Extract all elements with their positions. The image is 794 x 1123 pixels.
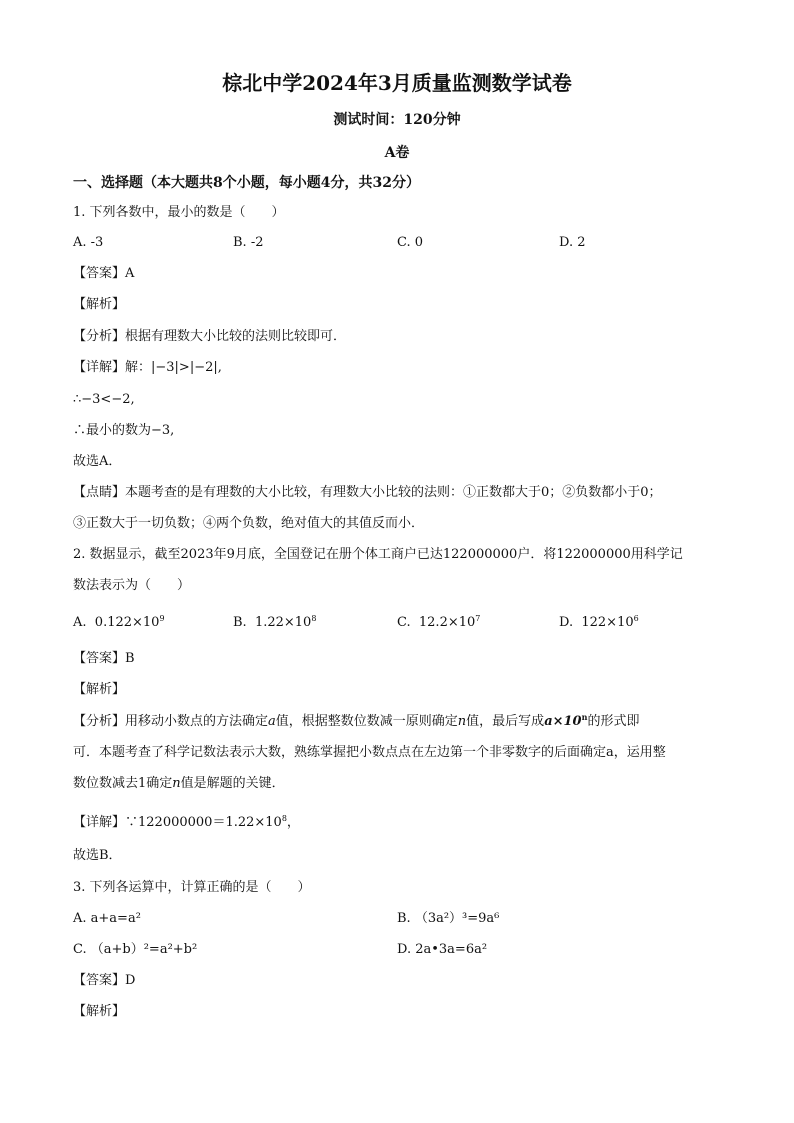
q2-fenxi-part-a: 【分析】用移动小数点的方法确定 xyxy=(73,714,269,729)
q2-option-c-label: C. xyxy=(397,615,411,630)
q1-step1: ∴−3<−2, xyxy=(73,392,135,407)
var-n: n xyxy=(457,714,467,729)
q2-detail-part-b: ， xyxy=(286,815,300,830)
q2-option-b-exp: 8 xyxy=(311,614,317,623)
q3-option-c: C. （a+b）²=a²+b² xyxy=(73,942,198,957)
q1-fenxi: 【分析】根据有理数大小比较的法则比较即可． xyxy=(73,329,347,344)
q1-dianjing-line2: ③正数大于一切负数；④两个负数，绝对值大的其值反而小． xyxy=(73,516,425,531)
q2-option-b-base: 1.22×10 xyxy=(254,615,312,630)
q1-analysis-label: 【解析】 xyxy=(73,297,126,312)
q1-dianjing-line1: 【点睛】本题考查的是有理数的大小比较，有理数大小比较的法则：①正数都大于0；②负数都小于0； xyxy=(73,485,662,500)
q2-option-d-exp: 6 xyxy=(633,614,639,623)
q1-option-a: A. -3 xyxy=(73,235,104,250)
q1-option-d: D. 2 xyxy=(559,235,586,250)
q2-option-d-base: 122×10 xyxy=(581,615,634,630)
var-n-2: n xyxy=(172,776,181,791)
q2-analysis-label: 【解析】 xyxy=(73,682,126,697)
q1-stem: 1. 下列各数中，最小的数是（ ） xyxy=(73,205,285,220)
q2-choose: 故选B． xyxy=(73,848,122,863)
q2-fenxi3-part-a: 数位数减去1确定 xyxy=(73,776,173,791)
q1-choose: 故选A． xyxy=(73,454,122,469)
q1-answer: 【答案】A xyxy=(73,266,135,281)
q2-option-d xyxy=(559,614,639,632)
q2-option-b xyxy=(233,614,316,632)
q1-option-c: C. 0 xyxy=(397,235,424,250)
var-a: a xyxy=(268,714,276,729)
q3-analysis-label: 【解析】 xyxy=(73,1004,126,1019)
q2-option-a xyxy=(73,614,165,632)
q3-option-d: D. 2a•3a=6a² xyxy=(397,942,488,957)
q2-option-a-label: A. xyxy=(73,615,87,630)
q2-stem-line2: 数法表示为（ ） xyxy=(73,578,191,593)
q2-fenxi-part-d: 的形式即 xyxy=(587,714,640,729)
q2-fenxi-line3 xyxy=(73,775,285,793)
q2-fenxi-part-c: 值，最后写成 xyxy=(466,714,545,729)
q2-option-d-label: D. xyxy=(559,615,574,630)
part-heading: 一、选择题（本大题共8个小题，每小题4分，共32分） xyxy=(73,175,420,191)
q3-answer: 【答案】D xyxy=(73,973,136,988)
q2-fenxi-part-b: 值，根据整数位数减一原则确定 xyxy=(275,714,458,729)
q1-detail: 【详解】解：|−3|>|−2|, xyxy=(73,360,222,375)
q2-option-c xyxy=(397,614,480,632)
exam-time: 测试时间：120分钟 xyxy=(333,112,461,128)
q2-detail-part-a: 【详解】∵122000000＝1.22×10 xyxy=(73,815,282,830)
q2-option-c-exp: 7 xyxy=(475,614,481,623)
section-label: A卷 xyxy=(384,145,410,161)
q2-option-a-base: 0.122×10 xyxy=(94,615,160,630)
q2-answer: 【答案】B xyxy=(73,651,135,666)
page-title: 棕北中学2024年3月质量监测数学试卷 xyxy=(222,71,572,95)
q3-option-a: A. a+a=a² xyxy=(73,911,141,926)
q2-option-b-label: B. xyxy=(233,615,247,630)
q2-fenxi-line2: 可．本题考查了科学记数法表示大数，熟练掌握把小数点点在左边第一个非零数字的后面确定a，运用整 xyxy=(73,745,666,760)
q2-stem-line1: 2. 数据显示，截至2023年9月底，全国登记在册个体工商户已达122000000户．将122000000用科学记 xyxy=(73,547,683,562)
q3-stem: 3. 下列各运算中，计算正确的是（ ） xyxy=(73,880,311,895)
q2-option-a-exp: 9 xyxy=(159,614,165,623)
q1-step2: ∴最小的数为−3, xyxy=(73,423,175,438)
q3-option-b: B. （3a²）³=9a⁶ xyxy=(397,911,500,926)
q2-fenxi-line1 xyxy=(73,713,639,731)
sci-notation-form: $a\times 10^n$ xyxy=(544,712,588,729)
q2-fenxi3-part-b: 值是解题的关键． xyxy=(180,776,285,791)
q1-option-b: B. -2 xyxy=(233,235,264,250)
q2-option-c-base: 12.2×10 xyxy=(418,615,476,630)
q2-detail xyxy=(73,814,300,832)
q2-detail-exp: 8 xyxy=(281,814,287,823)
